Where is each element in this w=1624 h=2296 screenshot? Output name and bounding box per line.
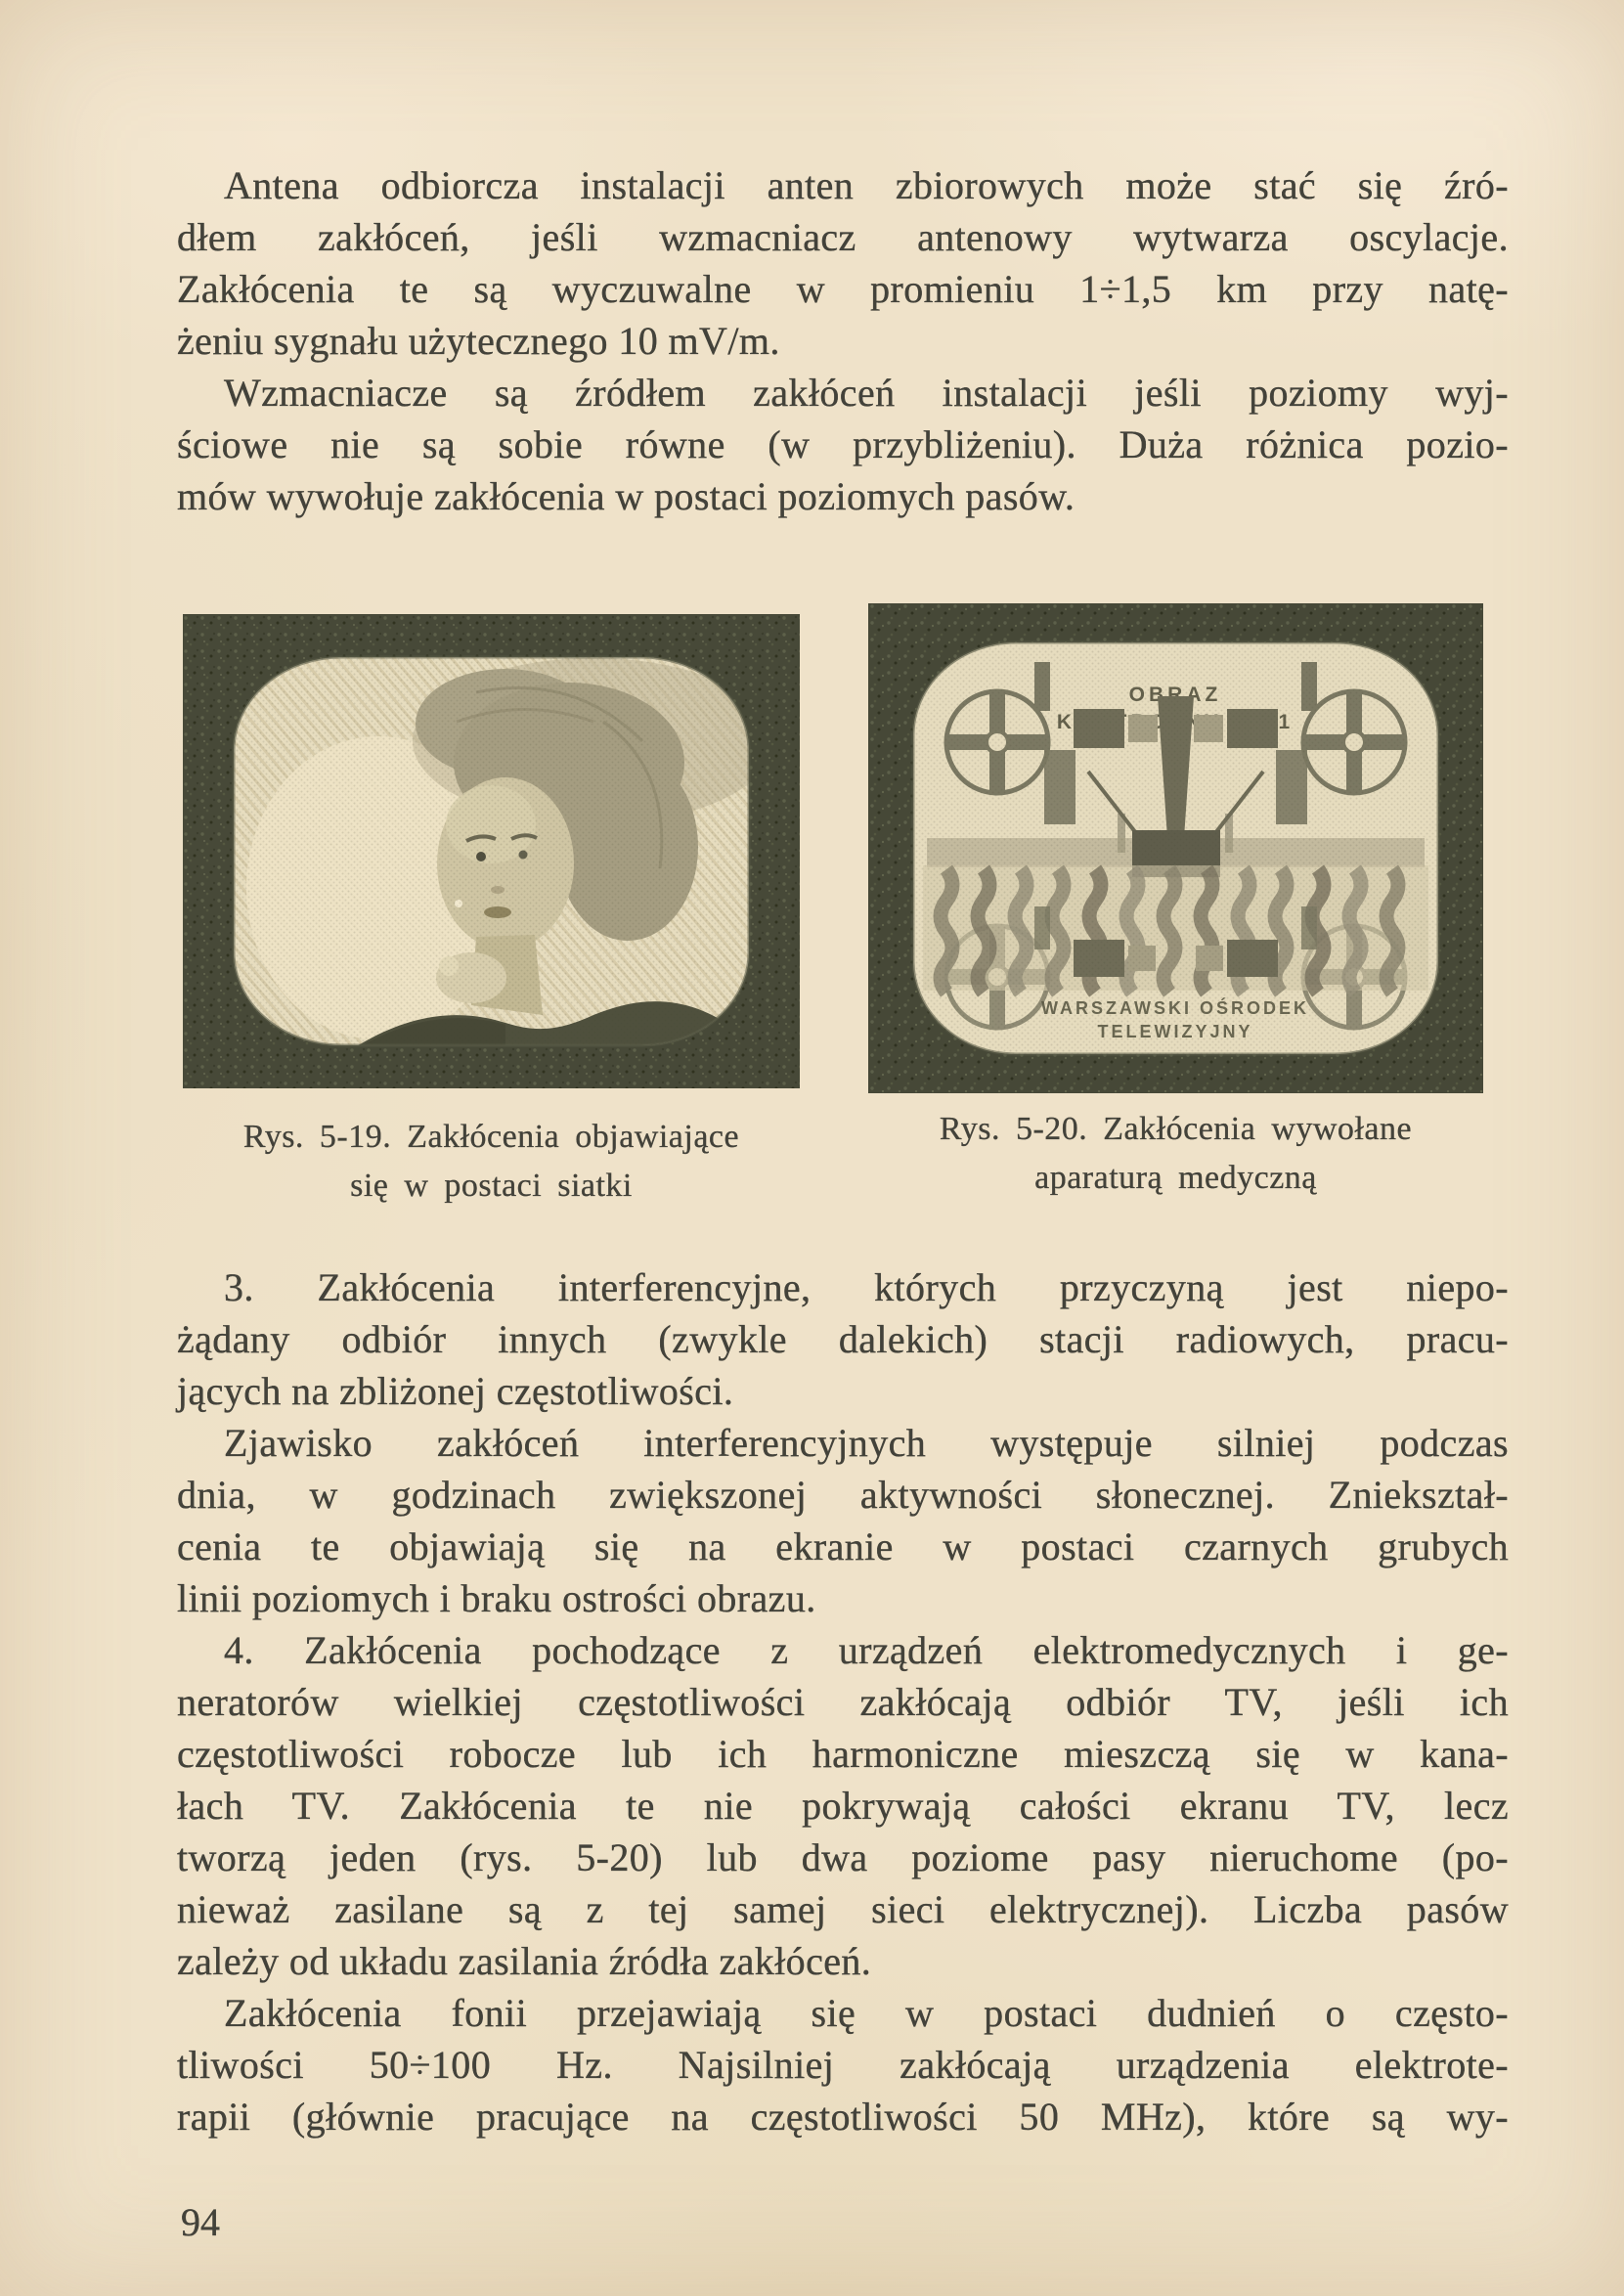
text-line: Wzmacniacze są źródłem zakłóceń instalacji jeśli poziomy wyj-: [224, 371, 1509, 415]
text-line: Zakłócenia fonii przejawiają się w postaci dudnień o często-: [224, 1991, 1509, 2035]
figure-5-20-image: [868, 603, 1483, 1093]
text-line: zależy od układu zasilania źródła zakłóceń.: [177, 1939, 872, 1983]
paragraph-5: [177, 1624, 1509, 1987]
caption-line: Rys. 5-19. Zakłócenia objawiające: [242, 1119, 740, 1155]
text-line: neratorów wielkiej częstotliwości zakłócają odbiór TV, jeśli ich: [177, 1680, 1509, 1724]
lower-text-block: [177, 1261, 1509, 2142]
text-line: dłem zakłóceń, jeśli wzmacniacz antenowy wytwarza oscylacje.: [177, 215, 1509, 259]
text-line: łach TV. Zakłócenia te nie pokrywają całości ekranu TV, lecz: [177, 1784, 1509, 1828]
figure-5-20: [868, 603, 1483, 1093]
paragraph-1: [177, 159, 1509, 367]
paragraph-3: [177, 1261, 1509, 1417]
text-line: linii poziomych i braku ostrości obrazu.: [177, 1576, 816, 1620]
text-line: żądany odbiór innych (zwykle dalekich) stacji radiowych, pracu-: [177, 1317, 1509, 1361]
text-line: żeniu sygnału użytecznego 10 mV/m.: [177, 319, 780, 363]
figure-5-19-caption: [183, 1113, 800, 1211]
text-line: częstotliwości robocze lub ich harmoniczne mieszczą się w kana-: [177, 1732, 1509, 1776]
text-line: cenia te objawiają się na ekranie w postaci czarnych grubych: [177, 1524, 1509, 1568]
caption-line: Rys. 5-20. Zakłócenia wywołane: [939, 1111, 1413, 1147]
text-line: Zjawisko zakłóceń interferencyjnych występuje silniej podczas: [224, 1421, 1509, 1465]
text-line: 4. Zakłócenia pochodzące z urządzeń elektromedycznych i ge-: [224, 1628, 1509, 1672]
paragraph-4: [177, 1417, 1509, 1624]
text-line: jących na zbliżonej częstotliwości.: [177, 1369, 734, 1413]
figure-5-19: [183, 614, 800, 1088]
paragraph-6: [177, 1987, 1509, 2142]
text-line: nieważ zasilane są z tej samej sieci elektrycznej). Liczba pasów: [177, 1887, 1509, 1931]
figure-5-19-image: [183, 614, 800, 1088]
text-line: rapii (głównie pracujące na częstotliwości 50 MHz), które są wy-: [177, 2095, 1509, 2139]
page-number: 94: [181, 2200, 220, 2244]
paragraph-2: [177, 367, 1509, 522]
text-line: Zakłócenia te są wyczuwalne w promieniu 1÷1,5 km przy natę-: [177, 267, 1509, 311]
text-line: tliwości 50÷100 Hz. Najsilniej zakłócają urządzenia elektrote-: [177, 2043, 1509, 2087]
text-line: tworzą jeden (rys. 5-20) lub dwa poziome pasy nieruchome (po-: [177, 1835, 1509, 1879]
text-line: Antena odbiorcza instalacji anten zbiorowych może stać się źró-: [224, 163, 1509, 207]
text-line: dnia, w godzinach zwiększonej aktywności słonecznej. Zniekształ-: [177, 1473, 1509, 1517]
figure-5-20-caption: [868, 1105, 1483, 1203]
text-line: mów wywołuje zakłócenia w postaci poziomych pasów.: [177, 474, 1075, 518]
caption-line: aparaturą medyczną: [1034, 1160, 1317, 1196]
upper-text-block: [177, 159, 1509, 522]
text-line: 3. Zakłócenia interferencyjne, których przyczyną jest niepo-: [224, 1265, 1509, 1309]
caption-line: się w postaci siatki: [350, 1168, 633, 1204]
text-line: ściowe nie są sobie równe (w przybliżeniu). Duża różnica pozio-: [177, 422, 1509, 466]
